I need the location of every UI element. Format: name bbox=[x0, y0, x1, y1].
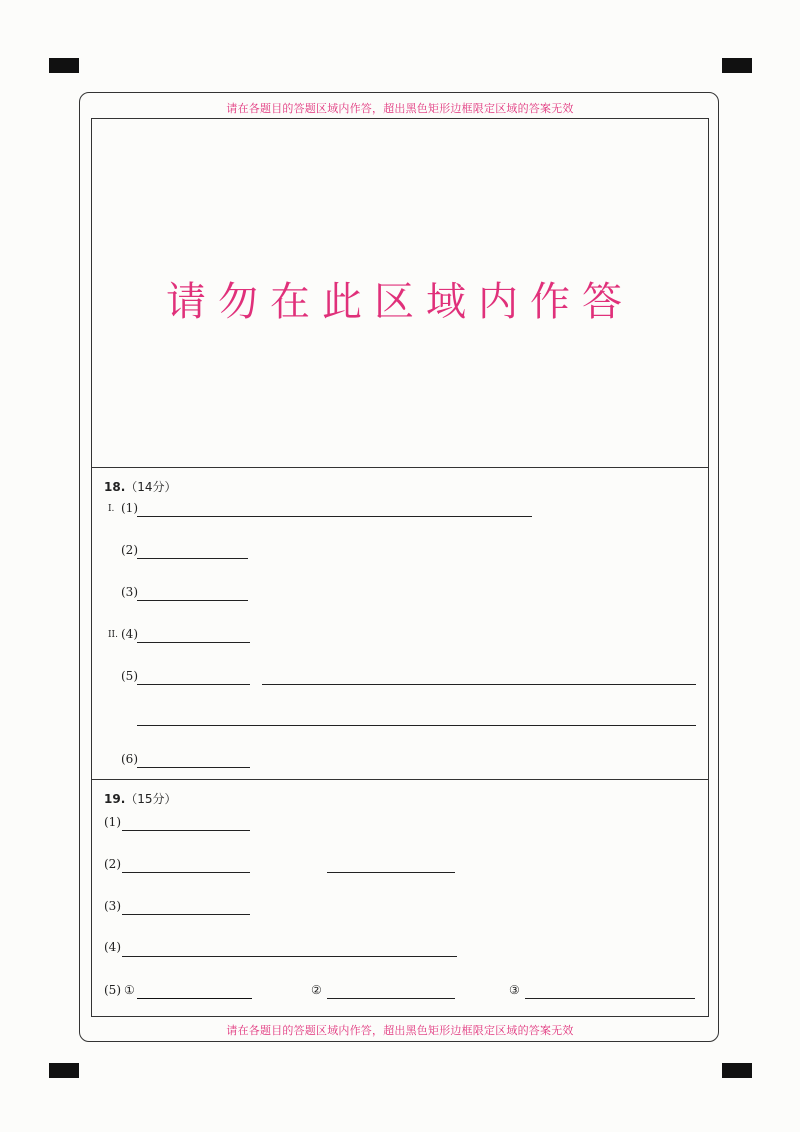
q19-number: 19. bbox=[104, 792, 126, 806]
q18-item-3-label: (3) bbox=[121, 585, 138, 599]
q18-part1-label: I. bbox=[108, 504, 115, 514]
q18-score: （14分） bbox=[125, 480, 177, 494]
q19-item-5-label: (5) bbox=[104, 983, 121, 997]
q18-item-2-answer-line[interactable] bbox=[137, 558, 248, 559]
q19-item-5-circled-2: ② bbox=[311, 983, 322, 997]
q18-item-5-answer-line-a[interactable] bbox=[137, 684, 250, 685]
q19-score: （15分） bbox=[125, 792, 177, 806]
answer-area-border bbox=[91, 118, 709, 1017]
q18-item-4-label: (4) bbox=[121, 627, 138, 641]
q18-item-6-label: (6) bbox=[121, 752, 138, 766]
q18-part2-label: II. bbox=[108, 630, 118, 640]
q19-item-3-answer-line[interactable] bbox=[122, 914, 250, 915]
q19-item-2-answer-line-b[interactable] bbox=[327, 872, 455, 873]
q18-item-4-answer-line[interactable] bbox=[137, 642, 250, 643]
q19-item-4-answer-line[interactable] bbox=[122, 956, 457, 957]
q18-item-5-label: (5) bbox=[121, 669, 138, 683]
q19-item-5-answer-line-3[interactable] bbox=[525, 998, 695, 999]
q18-number: 18. bbox=[104, 480, 126, 494]
notice-bottom: 请在各题目的答题区域内作答，超出黑色矩形边框限定区域的答案无效 bbox=[226, 1024, 574, 1037]
q18-header bbox=[104, 478, 177, 495]
q19-item-5-answer-line-1[interactable] bbox=[137, 998, 252, 999]
q19-item-4-label: (4) bbox=[104, 940, 121, 954]
q19-item-2-label: (2) bbox=[104, 857, 121, 871]
q19-item-3-label: (3) bbox=[104, 899, 121, 913]
q18-item-5-answer-line-b[interactable] bbox=[262, 684, 696, 685]
q19-item-1-label: (1) bbox=[104, 815, 121, 829]
registration-mark-top-right bbox=[722, 58, 752, 73]
divider-q18 bbox=[91, 467, 709, 468]
q19-item-5-circled-1: ① bbox=[124, 983, 135, 997]
q19-item-1-answer-line[interactable] bbox=[122, 830, 250, 831]
divider-q19 bbox=[91, 779, 709, 780]
registration-mark-top-left bbox=[49, 58, 79, 73]
q19-item-2-answer-line-a[interactable] bbox=[122, 872, 250, 873]
no-answer-zone-label: 请勿在此区域内作答 bbox=[166, 279, 634, 325]
q18-item-1-answer-line[interactable] bbox=[137, 516, 532, 517]
q18-item-5-answer-line-c[interactable] bbox=[137, 725, 696, 726]
q18-item-6-answer-line[interactable] bbox=[137, 767, 250, 768]
registration-mark-bottom-right bbox=[722, 1063, 752, 1078]
q18-item-2-label: (2) bbox=[121, 543, 138, 557]
notice-top: 请在各题目的答题区域内作答，超出黑色矩形边框限定区域的答案无效 bbox=[226, 102, 574, 115]
q19-item-5-circled-3: ③ bbox=[509, 983, 520, 997]
registration-mark-bottom-left bbox=[49, 1063, 79, 1078]
q19-header bbox=[104, 790, 177, 807]
q18-item-3-answer-line[interactable] bbox=[137, 600, 248, 601]
q18-item-1-label: (1) bbox=[121, 501, 138, 515]
q19-item-5-answer-line-2[interactable] bbox=[327, 998, 455, 999]
